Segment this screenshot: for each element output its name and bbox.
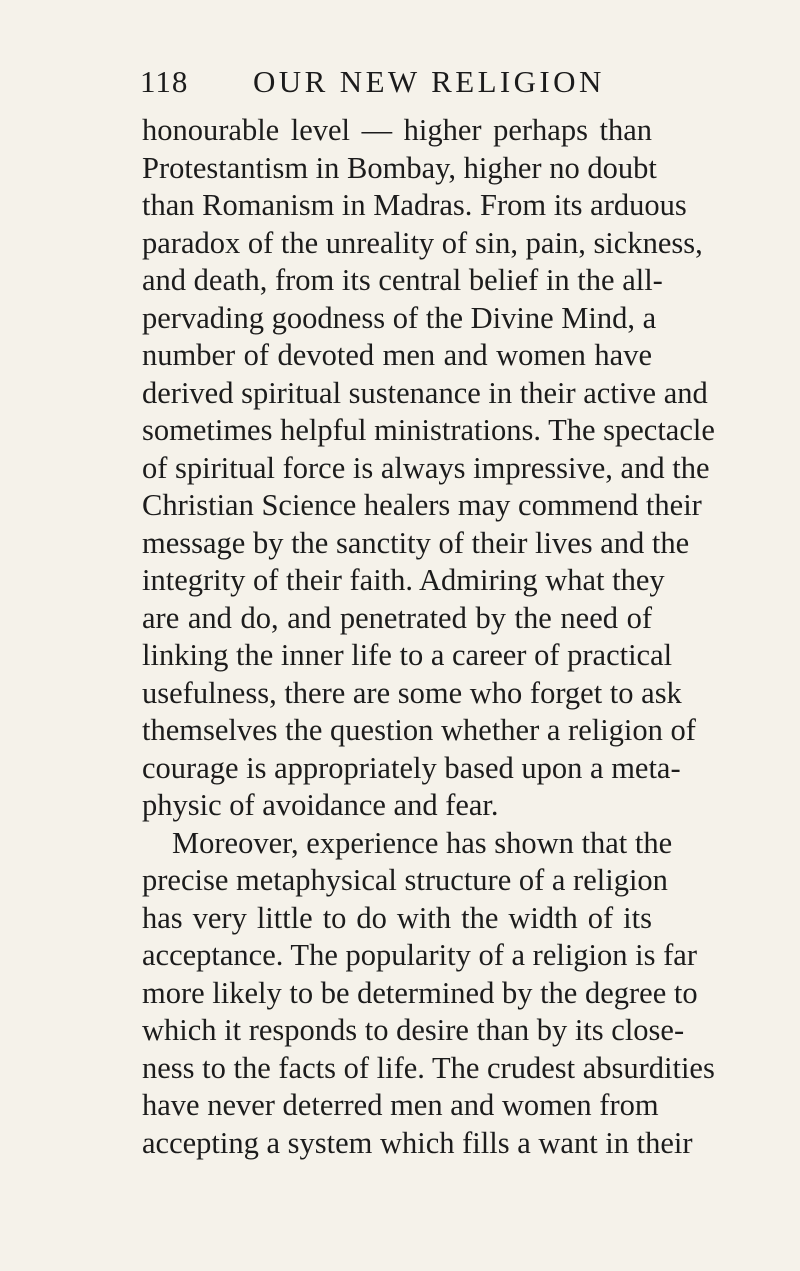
text-line: and death, from its central belief in the all- — [142, 263, 663, 297]
text-line: more likely to be determined by the degree to — [142, 975, 698, 1010]
text-line: than Romanism in Madras. From its arduous — [142, 188, 687, 222]
text-line: message by the sanctity of their lives and the — [142, 525, 690, 560]
text-line: honourable level — higher perhaps than — [142, 113, 652, 147]
text-line: courage is appropriately based upon a meta- — [142, 750, 681, 785]
text-line: Christian Science healers may commend their — [142, 488, 702, 522]
paragraph-end-line: physic of avoidance and fear. — [142, 788, 499, 822]
text-line: paradox of the unreality of sin, pain, sickness, — [142, 225, 703, 260]
text-line: themselves the question whether a religion of — [142, 713, 696, 747]
body-text — [142, 112, 715, 1162]
text-line: are and do, and penetrated by the need of — [142, 600, 652, 635]
text-line: usefulness, there are some who forget to ask — [142, 675, 682, 710]
text-line: of spiritual force is always impressive, and the — [142, 450, 710, 485]
page-header — [140, 64, 660, 108]
text-line: integrity of their faith. Admiring what they — [142, 563, 665, 597]
text-line: number of devoted men and women have — [142, 338, 652, 372]
page-number: 118 — [140, 64, 189, 99]
text-line: have never deterred men and women from — [142, 1088, 659, 1122]
text-line: accepting a system which fills a want in their — [142, 1125, 693, 1160]
paragraph-start-line: Moreover, experience has shown that the — [172, 825, 673, 860]
text-line: sometimes helpful ministrations. The spectacle — [142, 413, 715, 447]
text-line: linking the inner life to a career of practical — [142, 638, 673, 672]
text-line: has very little to do with the width of its — [142, 900, 652, 935]
text-line: precise metaphysical structure of a religion — [142, 863, 668, 897]
text-line: Protestantism in Bombay, higher no doubt — [142, 150, 657, 185]
text-line: ness to the facts of life. The crudest absurdities — [142, 1050, 715, 1085]
text-line: derived spiritual sustenance in their active and — [142, 375, 708, 410]
running-head: OUR NEW RELIGION — [253, 64, 605, 99]
text-line: acceptance. The popularity of a religion is far — [142, 938, 697, 972]
text-line: pervading goodness of the Divine Mind, a — [142, 300, 657, 335]
text-line: which it responds to desire than by its close- — [142, 1013, 685, 1047]
